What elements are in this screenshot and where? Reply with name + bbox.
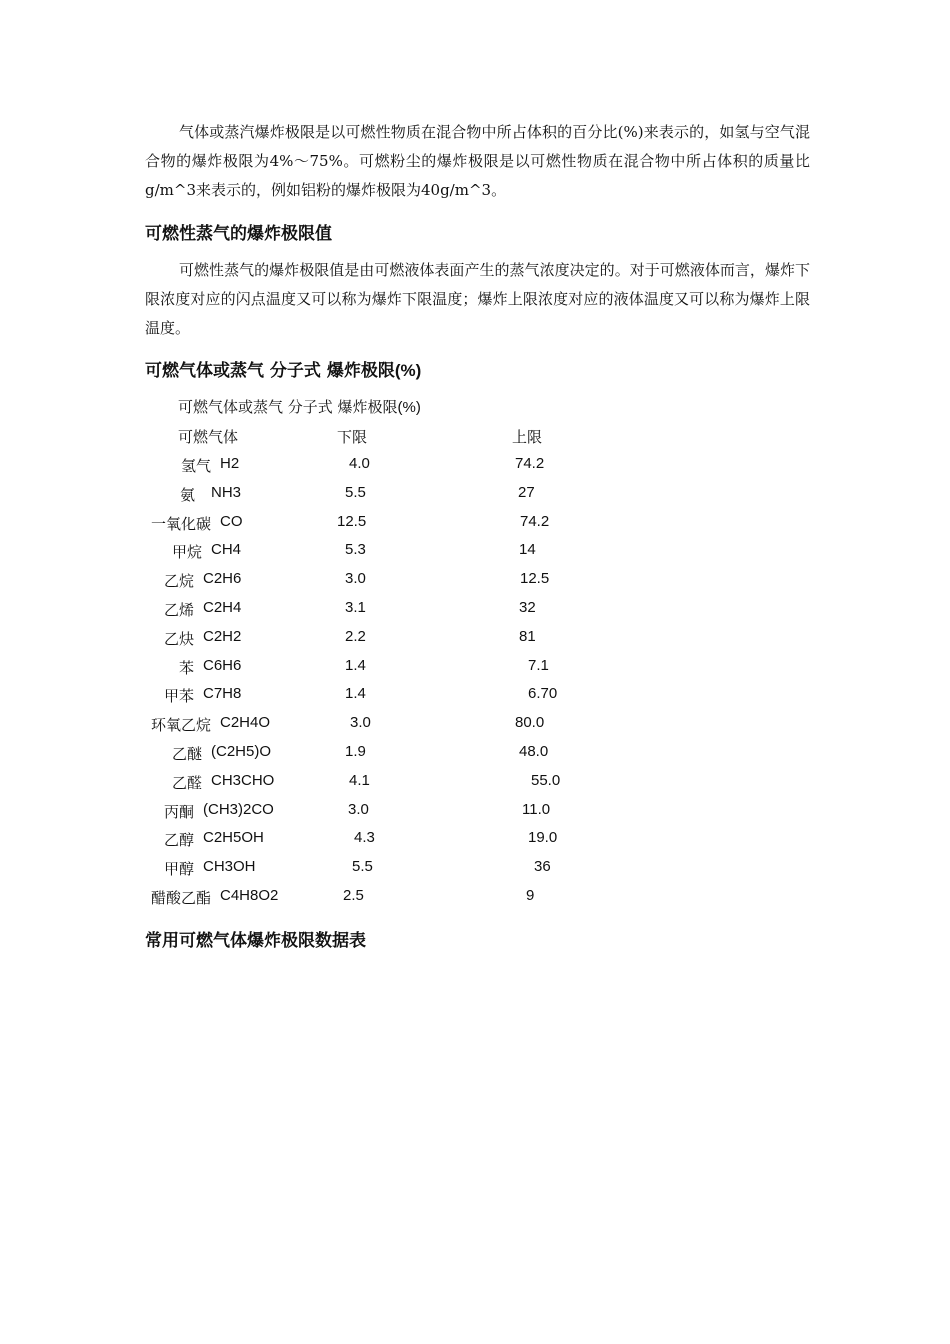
row-upper-limit: 9 (526, 887, 535, 904)
row-upper-limit: 11.0 (522, 801, 551, 818)
table-row (0, 772, 950, 796)
table-header-row (0, 426, 950, 450)
table-caption-suffix: (%) (397, 399, 421, 416)
footer-heading: 常用可燃气体爆炸极限数据表 (145, 931, 366, 951)
row-name: 一氧化碳 (150, 515, 211, 533)
row-upper-limit: 6.70 (528, 685, 558, 702)
row-lower-limit: 2.2 (345, 628, 366, 645)
row-lower-limit: 12.5 (337, 513, 367, 530)
table-row (0, 455, 950, 479)
row-name: 甲苯 (163, 687, 194, 705)
table-row (0, 570, 950, 594)
row-formula: CH3OH (203, 858, 256, 875)
row-lower-limit: 2.5 (343, 887, 364, 904)
table-row (0, 714, 950, 738)
table-row (0, 657, 950, 681)
row-formula: CH3CHO (211, 772, 275, 789)
row-lower-limit: 5.5 (352, 858, 373, 875)
row-upper-limit: 32 (519, 599, 536, 616)
table-row (0, 484, 950, 508)
header-name: 可燃气体 (178, 428, 239, 446)
row-name: 丙酮 (163, 803, 194, 821)
row-lower-limit: 1.4 (345, 685, 366, 702)
table-row (0, 685, 950, 709)
row-name: 甲醇 (163, 860, 194, 878)
row-upper-limit: 7.1 (528, 657, 549, 674)
row-name: 乙醛 (171, 774, 202, 792)
row-lower-limit: 3.0 (350, 714, 371, 731)
header-lower: 下限 (337, 428, 368, 446)
row-upper-limit: 80.0 (515, 714, 545, 731)
row-name: 环氧乙烷 (150, 716, 211, 734)
table-heading-suffix: (%) (394, 361, 422, 380)
row-lower-limit: 5.5 (345, 484, 366, 501)
table-caption-prefix: 可燃气体或蒸气 分子式 爆炸极限 (178, 398, 398, 416)
row-formula: C2H6 (203, 570, 242, 587)
row-name: 乙烷 (163, 572, 194, 590)
row-lower-limit: 4.0 (349, 455, 370, 472)
row-formula: C2H5OH (203, 829, 264, 846)
row-lower-limit: 3.0 (345, 570, 366, 587)
table-heading (145, 356, 421, 381)
row-upper-limit: 14 (519, 541, 536, 558)
row-upper-limit: 48.0 (519, 743, 549, 760)
row-name: 氨 (179, 486, 195, 504)
row-formula: (CH3)2CO (203, 801, 274, 818)
row-lower-limit: 4.1 (349, 772, 370, 789)
row-lower-limit: 5.3 (345, 541, 366, 558)
table-row (0, 829, 950, 853)
row-formula: C2H4 (203, 599, 242, 616)
table-row (0, 628, 950, 652)
row-upper-limit: 55.0 (531, 772, 561, 789)
row-name: 乙醇 (163, 831, 194, 849)
row-lower-limit: 4.3 (354, 829, 375, 846)
table-heading-prefix: 可燃气体或蒸气 分子式 爆炸极限 (145, 361, 395, 381)
row-upper-limit: 27 (518, 484, 535, 501)
row-formula: NH3 (211, 484, 242, 501)
row-name: 苯 (178, 659, 194, 677)
table-row (0, 541, 950, 565)
row-formula: C6H6 (203, 657, 242, 674)
row-formula: C4H8O2 (220, 887, 279, 904)
section-heading: 可燃性蒸气的爆炸极限值 (145, 224, 332, 244)
row-upper-limit: 74.2 (520, 513, 550, 530)
table-row (0, 743, 950, 767)
row-lower-limit: 3.1 (345, 599, 366, 616)
row-lower-limit: 1.9 (345, 743, 366, 760)
row-upper-limit: 19.0 (528, 829, 558, 846)
row-formula: C2H4O (220, 714, 271, 731)
row-upper-limit: 36 (534, 858, 551, 875)
table-caption (178, 396, 421, 417)
row-upper-limit: 81 (519, 628, 536, 645)
header-upper: 上限 (512, 428, 543, 446)
row-lower-limit: 1.4 (345, 657, 366, 674)
row-name: 醋酸乙酯 (150, 889, 211, 907)
row-name: 乙炔 (163, 630, 194, 648)
row-formula: C7H8 (203, 685, 242, 702)
row-name: 乙烯 (163, 601, 194, 619)
table-row (0, 599, 950, 623)
table-row (0, 858, 950, 882)
row-name: 乙醚 (171, 745, 202, 763)
row-formula: CH4 (211, 541, 242, 558)
intro-paragraph: 气体或蒸汽爆炸极限是以可燃性物质在混合物中所占体积的百分比(%)来表示的，如氢与空气混合物的爆炸极限为4%～75%。可燃粉尘的爆炸极限是以可燃性物质在混合物中所占体积的质量比 g/m^3来表示的，例如铝粉的爆炸极限为40g/m^3。 (145, 123, 810, 199)
row-upper-limit: 74.2 (515, 455, 545, 472)
row-formula: H2 (220, 455, 240, 472)
table-row (0, 887, 950, 911)
row-formula: CO (220, 513, 243, 530)
section-paragraph: 可燃性蒸气的爆炸极限值是由可燃液体表面产生的蒸气浓度决定的。对于可燃液体而言，爆炸下限浓度对应的闪点温度又可以称为爆炸下限温度；爆炸上限浓度对应的液体温度又可以称为爆炸上限温度。 (145, 261, 810, 337)
row-name: 氢气 (180, 457, 211, 475)
row-name: 甲烷 (171, 543, 202, 561)
row-formula: C2H2 (203, 628, 242, 645)
row-lower-limit: 3.0 (348, 801, 369, 818)
table-row (0, 513, 950, 537)
row-formula: (C2H5)O (211, 743, 272, 760)
row-upper-limit: 12.5 (520, 570, 550, 587)
table-row (0, 801, 950, 825)
